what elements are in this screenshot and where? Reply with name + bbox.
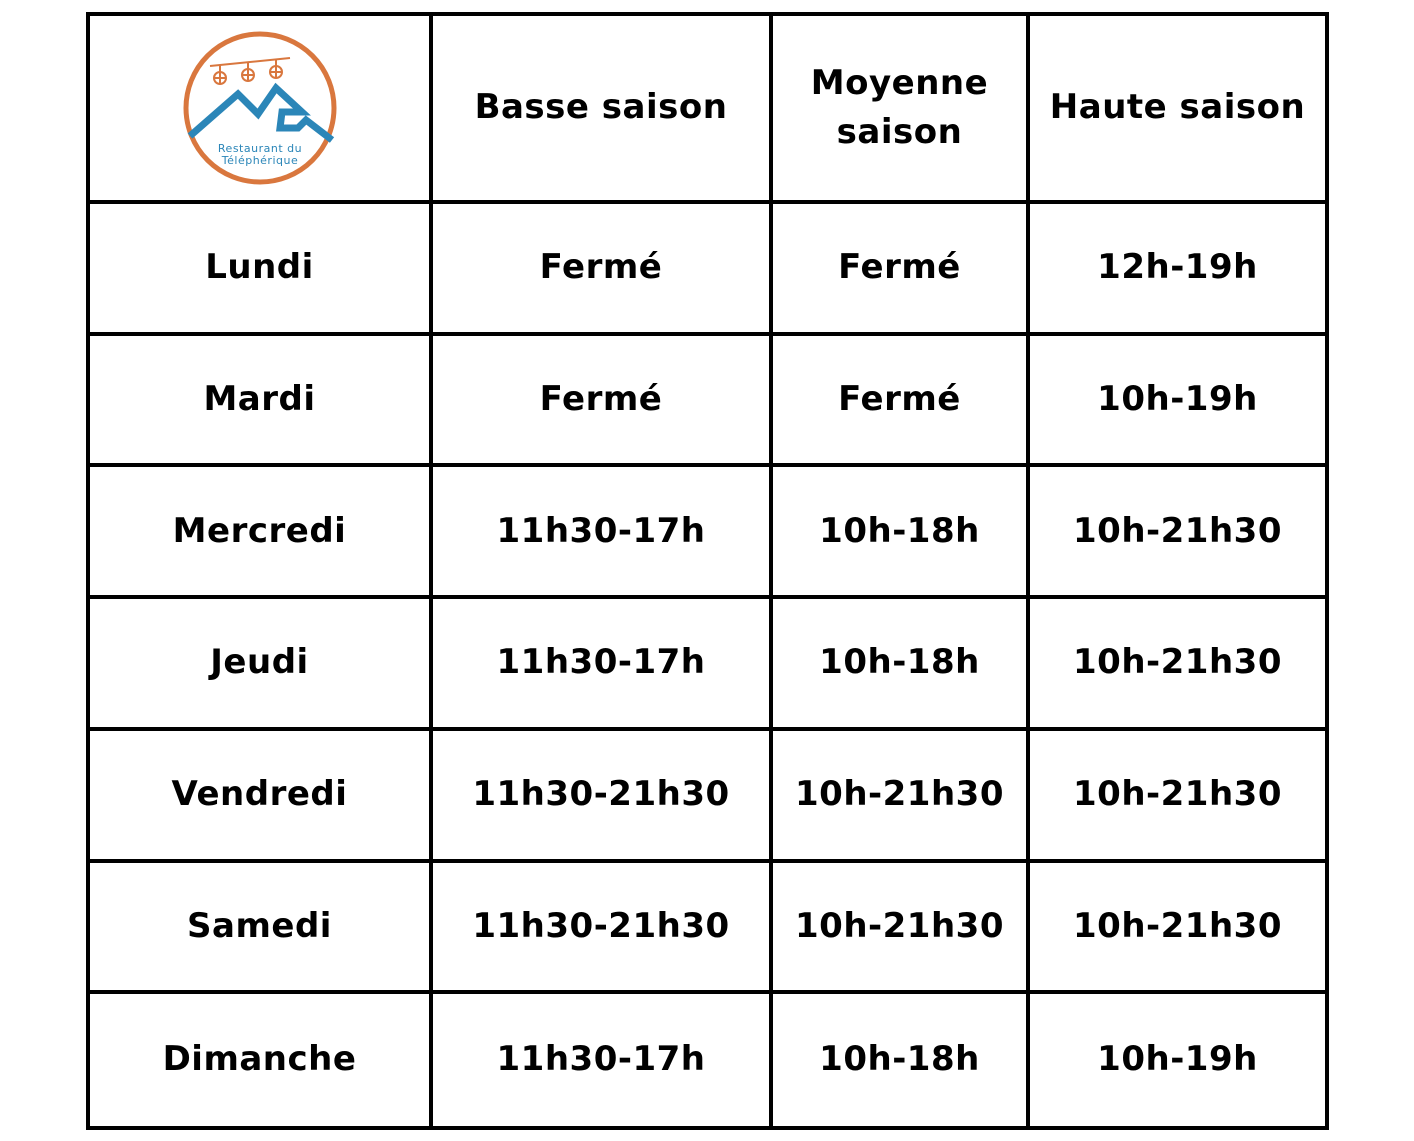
opening-hours-table (86, 12, 1329, 1130)
day-cell: Lundi (90, 204, 433, 336)
hours-cell-basse: Fermé (433, 336, 773, 468)
day-cell: Samedi (90, 863, 433, 995)
day-cell: Jeudi (90, 599, 433, 731)
hours-cell-haute: 10h-21h30 (1030, 467, 1325, 599)
restaurant-logo (180, 28, 340, 188)
header-moyenne-line2: saison (836, 112, 963, 152)
hours-cell-basse: Fermé (433, 204, 773, 336)
logo-text-line2: Téléphérique (221, 154, 298, 167)
hours-cell-haute: 10h-19h (1030, 336, 1325, 468)
day-cell: Vendredi (90, 731, 433, 863)
header-basse-label: Basse saison (474, 87, 728, 128)
day-cell: Mercredi (90, 467, 433, 599)
hours-cell-moyenne: 10h-21h30 (773, 731, 1030, 863)
header-haute-label: Haute saison (1049, 87, 1306, 128)
hours-cell-basse: 11h30-17h (433, 599, 773, 731)
day-cell: Mardi (90, 336, 433, 468)
hours-cell-moyenne: 10h-18h (773, 467, 1030, 599)
hours-cell-moyenne: Fermé (773, 336, 1030, 468)
logo-cell (90, 16, 433, 204)
day-cell: Dimanche (90, 994, 433, 1126)
hours-cell-basse: 11h30-17h (433, 467, 773, 599)
hours-cell-haute: 10h-21h30 (1030, 731, 1325, 863)
hours-cell-basse: 11h30-17h (433, 994, 773, 1126)
logo-text-line1: Restaurant du (217, 142, 302, 155)
hours-cell-moyenne: 10h-18h (773, 599, 1030, 731)
hours-cell-basse: 11h30-21h30 (433, 731, 773, 863)
header-moyenne-label (811, 59, 988, 158)
hours-cell-moyenne: 10h-21h30 (773, 863, 1030, 995)
header-moyenne-saison (773, 16, 1030, 204)
header-haute-saison (1030, 16, 1325, 204)
hours-cell-haute: 12h-19h (1030, 204, 1325, 336)
header-moyenne-line1: Moyenne (810, 62, 989, 103)
header-basse-saison (433, 16, 773, 204)
hours-cell-haute: 10h-21h30 (1030, 599, 1325, 731)
hours-cell-haute: 10h-21h30 (1030, 863, 1325, 995)
hours-cell-basse: 11h30-21h30 (433, 863, 773, 995)
hours-cell-moyenne: Fermé (773, 204, 1030, 336)
hours-cell-haute: 10h-19h (1097, 1039, 1258, 1080)
hours-cell-moyenne: 10h-18h (773, 994, 1030, 1126)
